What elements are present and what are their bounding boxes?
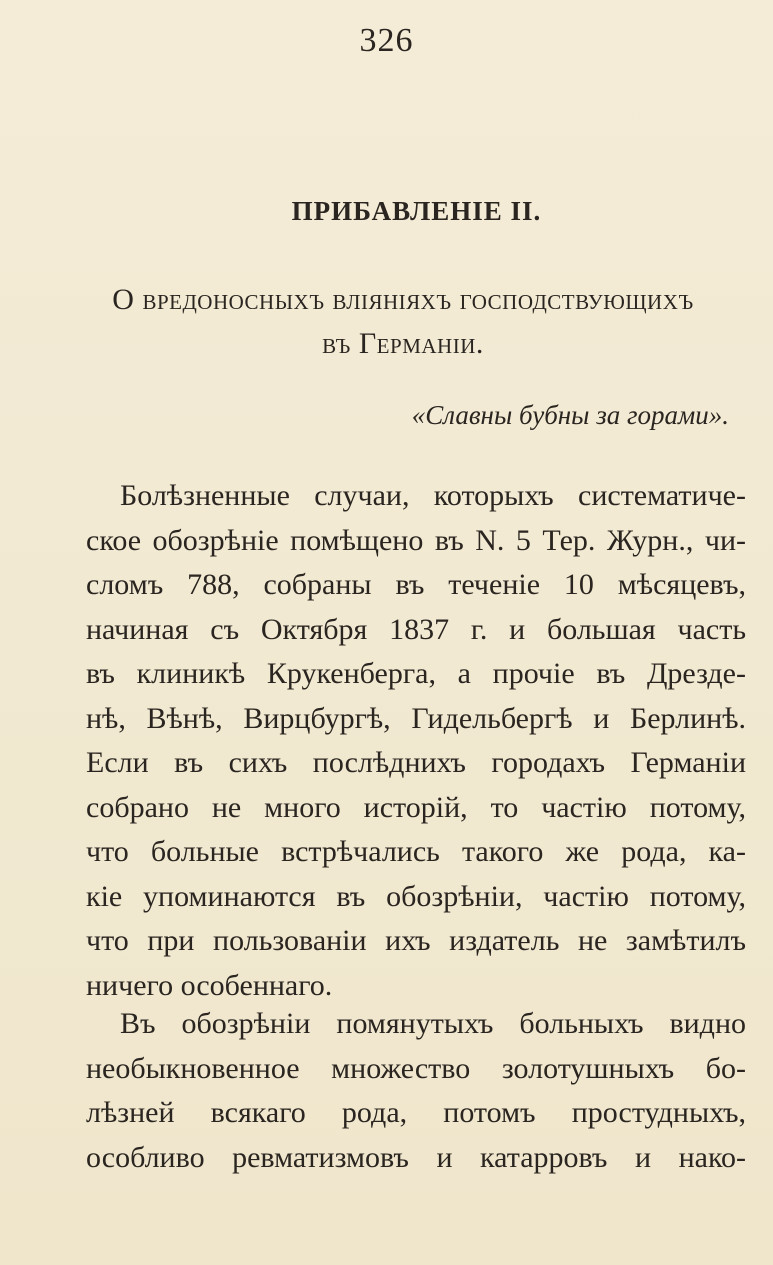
text-line: сломъ 788, собраны въ теченіе 10 мѣсяцевъ,: [86, 568, 746, 601]
text-line: ничего особеннаго.: [86, 968, 333, 1002]
text-line: Болѣзненные случаи, которыхъ систематиче-: [120, 479, 746, 512]
epigraph: «Славны бубны за горами».: [411, 400, 729, 430]
bleed-through-text: [92, 80, 772, 124]
text-line: лѣзней всякаго рода, потомъ простудныхъ,: [86, 1096, 746, 1129]
title-line-2: въ Германіи.: [322, 327, 484, 360]
section-heading: ПРИБАВЛЕНІЕ II.: [291, 196, 542, 226]
page-number: 326: [359, 22, 414, 59]
text-line: особливо ревматизмовъ и катарровъ и нако-: [86, 1140, 746, 1174]
text-line: собрано не много исторій, то частію потому,: [86, 790, 746, 824]
text-line: ское обозрѣніе помѣщено въ N. 5 Тер. Журн., чи-: [86, 523, 746, 557]
text-line: Если въ сихъ послѣднихъ городахъ Германіи: [86, 746, 746, 779]
text-line: Въ обозрѣніи помянутыхъ больныхъ видно: [120, 1007, 746, 1040]
paragraph-1: [86, 474, 746, 1008]
text-line: что при пользованіи ихъ издатель не замѣтилъ: [86, 924, 746, 957]
text-line: нѣ, Вѣнѣ, Вирцбургѣ, Гидельбергѣ и Берлинѣ.: [86, 701, 746, 735]
chapter-title: [0, 278, 773, 366]
text-line: начиная съ Октября 1837 г. и большая часть: [86, 612, 746, 646]
paragraph-2: [86, 1002, 746, 1180]
text-line: необыкновенное множество золотушныхъ бо-: [86, 1051, 746, 1085]
title-line-1: О вредоносныхъ вліяніяхъ господствующихъ: [112, 283, 694, 316]
text-line: что больные встрѣчались такого же рода, ка-: [86, 835, 746, 868]
text-line: кіе упоминаются въ обозрѣніи, частію потому,: [86, 879, 746, 913]
text-line: въ клиникѣ Крукенберга, а прочіе въ Дрезде-: [86, 657, 746, 690]
